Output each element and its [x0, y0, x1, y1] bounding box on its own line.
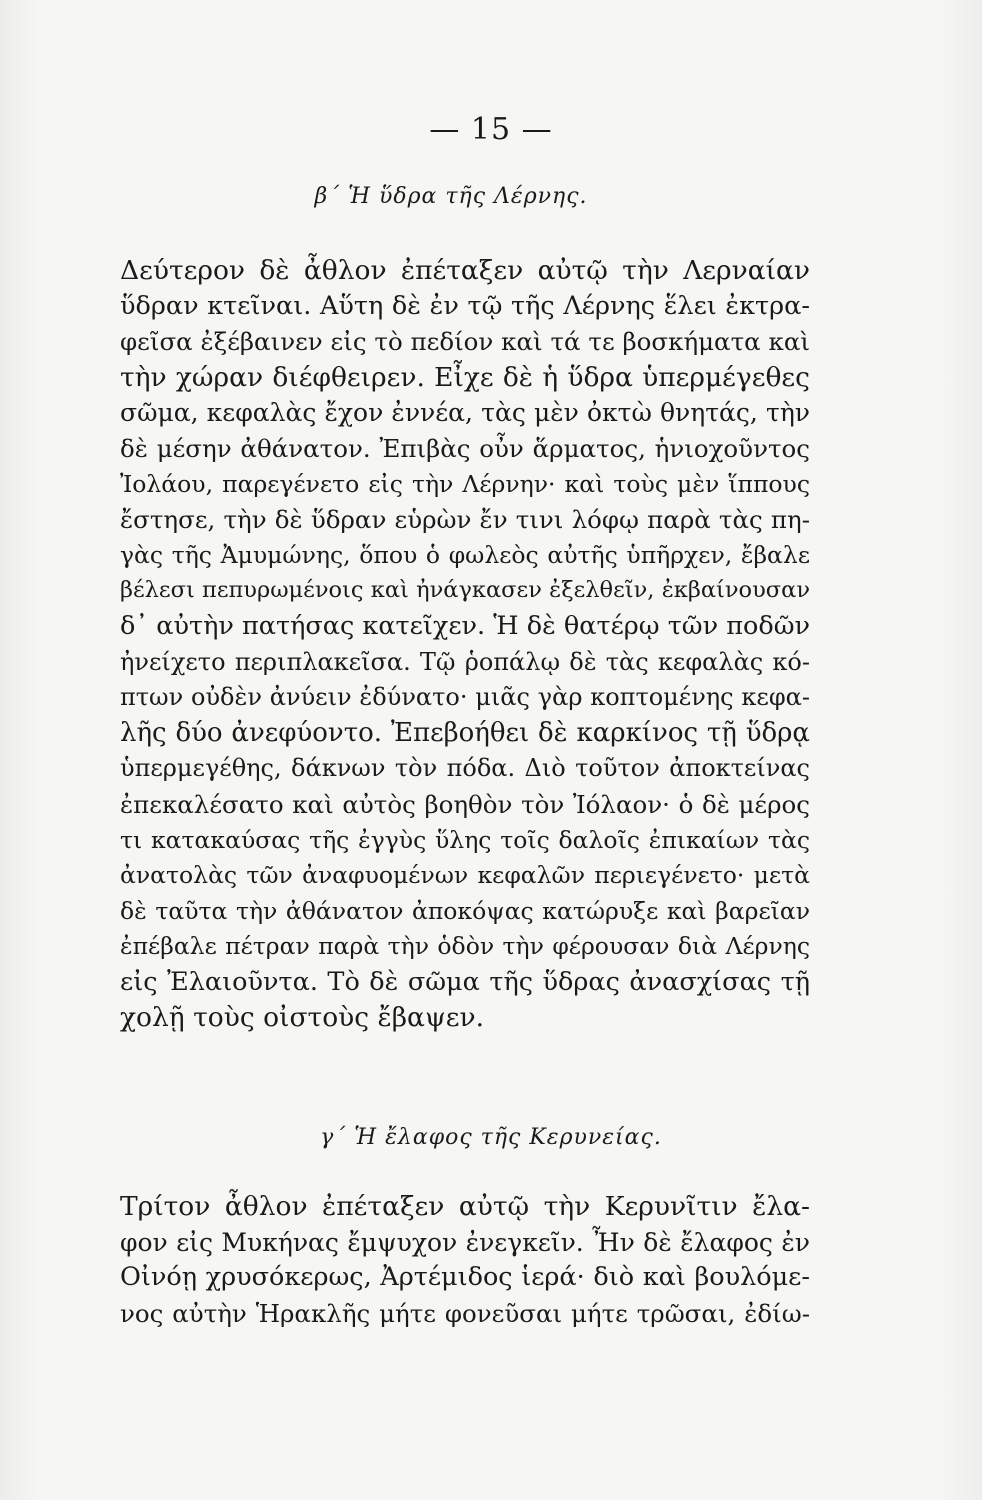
- text-line: τὴν χώραν διέφθειρεν. Εἶχε δὲ ἡ ὕδρα ὑπερμέγεθες: [120, 361, 810, 393]
- text-line: Δεύτερον δὲ ἆθλον ἐπέταξεν αὐτῷ τὴν Λερναίαν: [120, 255, 810, 286]
- section-body-hydra: [120, 253, 810, 1036]
- section-heading-hind: γ΄ Ἡ ἔλαφος τῆς Κερυνείας.: [320, 1125, 662, 1150]
- text-line: δ᾽ αὐτὴν πατήσας κατεῖχεν. Ἡ δὲ θατέρῳ τῶν ποδῶν: [120, 610, 810, 641]
- text-line: ὕδραν κτεῖναι. Αὕτη δὲ ἐν τῷ τῆς Λέρνης ἕλει ἐκτρα-: [120, 290, 810, 321]
- text-line: φεῖσα ἐξέβαινεν εἰς τὸ πεδίον καὶ τά τε βοσκήματα καὶ: [120, 327, 810, 357]
- text-line: εἰς Ἐλαιοῦντα. Τὸ δὲ σῶμα τῆς ὕδρας ἀνασχίσας τῇ: [120, 966, 810, 997]
- text-line: ἐπεκαλέσατο καὶ αὐτὸς βοηθὸν τὸν Ἰόλαον· ὁ δὲ μέρος: [120, 789, 810, 819]
- text-line: Ἰολάου, παρεγένετο εἰς τὴν Λέρνην· καὶ τοὺς μὲν ἵππους: [120, 469, 810, 498]
- page-number: — 15 —: [429, 112, 553, 147]
- text-line: βέλεσι πεπυρωμένοις καὶ ἠνάγκασεν ἐξελθεῖν, ἐκβαίνουσαν: [120, 577, 810, 604]
- text-line: γὰς τῆς Ἀμυμώνης, ὅπου ὁ φωλεὸς αὐτῆς ὑπῆρχεν, ἔβαλε: [120, 540, 810, 569]
- text-line: λῆς δύο ἀνεφύοντο. Ἐπεβοήθει δὲ καρκίνος τῇ ὕδρᾳ: [120, 717, 810, 748]
- text-line: δὲ μέσην ἀθάνατον. Ἐπιβὰς οὖν ἅρματος, ἡνιοχοῦντος: [120, 433, 810, 463]
- text-line: νος αὐτὴν Ἡρακλῆς μήτε φονεῦσαι μήτε τρῶσαι, ἐδίω-: [120, 1298, 810, 1328]
- text-line: πτων οὐδὲν ἀνύειν ἐδύνατο· μιᾶς γὰρ κοπτομένης κεφα-: [120, 683, 810, 712]
- text-line: Τρίτον ἆθλον ἐπέταξεν αὐτῷ τὴν Κερυνῖτιν ἔλα-: [120, 1191, 810, 1222]
- section-body-hind: [120, 1189, 810, 1331]
- text-line: φον εἰς Μυκήνας ἔμψυχον ἐνεγκεῖν. Ἦν δὲ ἔλαφος ἐν: [120, 1227, 810, 1257]
- text-line: δὲ ταῦτα τὴν ἀθάνατον ἀποκόψας κατώρυξε καὶ βαρεῖαν: [120, 896, 810, 925]
- text-line: χολῇ τοὺς οἰστοὺς ἔβαψεν.: [120, 1002, 484, 1034]
- text-line: ἐπέβαλε πέτραν παρὰ τὴν ὁδὸν τὴν φέρουσαν διὰ Λέρνης: [120, 932, 810, 961]
- text-line: τι κατακαύσας τῆς ἐγγὺς ὕλης τοῖς δαλοῖς ἐπικαίων τὰς: [120, 825, 810, 854]
- text-line: σῶμα, κεφαλὰς ἔχον ἐννέα, τὰς μὲν ὀκτὼ θνητάς, τὴν: [120, 398, 810, 428]
- text-line: ἔστησε, τὴν δὲ ὕδραν εὑρὼν ἔν τινι λόφῳ παρὰ τὰς πη-: [120, 505, 810, 535]
- text-line: Οἰνόῃ χρυσόκερως, Ἀρτέμιδος ἱερά· διὸ καὶ βουλόμε-: [120, 1262, 810, 1293]
- text-line: ἠνείχετο περιπλακεῖσα. Τῷ ῥοπάλῳ δὲ τὰς κεφαλὰς κό-: [120, 647, 810, 676]
- section-heading-hydra: β΄ Ἡ ὕδρα τῆς Λέρνης.: [314, 184, 588, 209]
- text-line: ἀνατολὰς τῶν ἀναφυομένων κεφαλῶν περιεγένετο· μετὰ: [120, 861, 810, 890]
- text-line: ὑπερμεγέθης, δάκνων τὸν πόδα. Διὸ τοῦτον ἀποκτείνας: [120, 754, 810, 783]
